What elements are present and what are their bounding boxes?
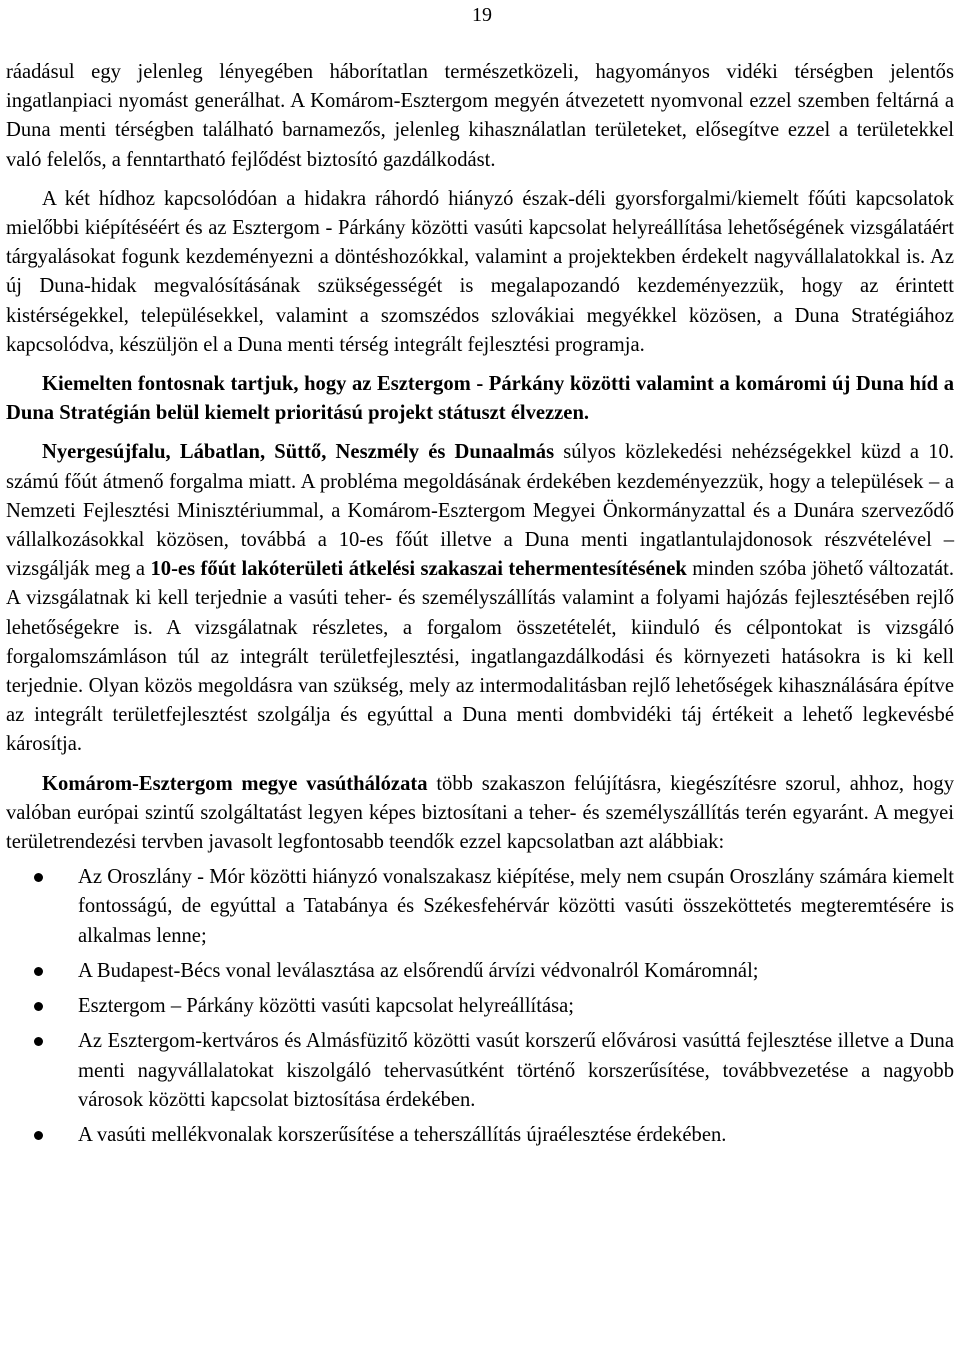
list-item-text: A vasúti mellékvonalak korszerűsítése a teherszállítás újraélesztése érdekében. (78, 1123, 727, 1146)
paragraph-1: ráadásul egy jelenleg lényegében háborítatlan természetközeli, hagyományos vidéki térségben jelentős ingatlanpiaci nyomást generálhat. A Komárom-Esztergom megyén átvezetett nyomvonal ezzel szemben feltárná a Duna menti térségben található barnamezős, jelenleg kihasználatlan területeket, elősegítve ezzel a területekkel való felelős, a fenntartható fejlődést biztosító gazdálkodást. (6, 61, 954, 171)
list-item (6, 992, 954, 1021)
list-item (6, 863, 954, 951)
paragraph-4-text-b: minden szóba jöhető változatát. A vizsgálatnak ki kell terjednie a vasúti teher- és személyszállítás valamint a folyami hajózás fejlesztésében rejlő lehetőségekre is. A vizsgálatnak részletes, a forgalom összetételét, kiinduló és célpontokat is vizsgáló forgalomszámláson túl az integrált területfejlesztési, ingatlangazdálkodási és környezeti hatásokra is ki kell terjednie. Olyan közös megoldásra van szükség, mely az intermodalitásban rejlő lehetőségek kihasználására építve az integrált területfejlesztést szolgálja és egyúttal a Duna menti dombvidéki táj értékeit a lehető legkevésbé károsítja. (6, 558, 954, 756)
list-item-text: A Budapest-Bécs vonal leválasztása az elsőrendű árvízi védvonalról Komáromnál; (78, 959, 759, 982)
document-body (6, 58, 954, 1150)
railway-tasks-list (6, 863, 954, 1150)
list-item (6, 1027, 954, 1115)
paragraph-4-text-a: súlyos közlekedési nehézségekkel küzd a 10. számú főút átmenő forgalma miatt. A probléma megoldásának érdekében kezdeményezzük, hogy a települések – a Nemzeti Fejlesztési Minisztériummal, a Komárom-Esztergom Megyei Önkormányzattal és a Dunára szerveződő vállalkozásokkal közösen, továbbá a 10-es főút illetve a Duna menti ingatlantulajdonosok részvételével – vizsgálják meg a (6, 441, 954, 581)
bullet-icon (34, 1037, 43, 1046)
bullet-icon (34, 967, 43, 976)
list-item (6, 957, 954, 986)
page-number: 19 (472, 4, 492, 26)
road-10-relief: 10-es főút lakóterületi átkelési szakaszai tehermentesítésének (150, 558, 687, 581)
paragraph-5-text: több szakaszon felújításra, kiegészítésre szorul, ahhoz, hogy valóban európai szintű szolgáltatást legyen képes biztosítani a teher- és személyszállítás terén egyaránt. A megyei területrendezési tervben javasolt legfontosabb teendők ezzel kapcsolatban azt alábbiak: (6, 772, 954, 854)
paragraph-2: A két hídhoz kapcsolódóan a hidakra ráhordó hiányzó észak-déli gyorsforgalmi/kiemelt főúti kapcsolatok mielőbbi kiépítéséért és az Esztergom - Párkány közötti vasúti kapcsolat helyreállítása lehetőségének vizsgálatáért tárgyalásokat fogunk kezdeményezni a döntéshozókkal, valamint a projektekben érdekelt nagyvállalatokkal is. Az új Duna-hidak megvalósításának szükségességét is megalapozandó kezdeményezzük, hogy az érintett kistérségekkel, településekkel, valamint a szomszédos szlovákiai megyékkel közösen, a Duna Stratégiához kapcsolódva, készüljön el a Duna menti térség integrált fejlesztési programja. (6, 187, 954, 356)
paragraph-4 (6, 438, 954, 759)
paragraph-3-emphasis: Kiemelten fontosnak tartjuk, hogy az Esztergom - Párkány közötti valamint a komáromi új Duna híd a Duna Stratégián belül kiemelt prioritású projekt státuszt élvezzen. (6, 373, 954, 425)
paragraph-5 (6, 770, 954, 858)
list-item (6, 1121, 954, 1150)
settlements-list: Nyergesújfalu, Lábatlan, Süttő, Neszmély és Dunaalmás (42, 441, 555, 464)
railway-network-heading: Komárom-Esztergom megye vasúthálózata (42, 772, 428, 795)
bullet-icon (34, 1002, 43, 1011)
bullet-icon (34, 873, 43, 882)
list-item-text: Az Esztergom-kertváros és Almásfüzitő közötti vasút korszerű elővárosi vasúttá fejlesztése illetve a Duna menti nagyvállalatokat kiszolgáló tehervasútként történő korszerűsítése, továbbvezetése a nagyobb városok közötti kapcsolat biztosítása érdekében. (78, 1030, 954, 1111)
list-item-text: Esztergom – Párkány közötti vasúti kapcsolat helyreállítása; (78, 995, 575, 1018)
bullet-icon (34, 1131, 43, 1140)
list-item-text: Az Oroszlány - Mór közötti hiányzó vonalszakasz kiépítése, mely nem csupán Oroszlány számára kiemelt fontosságú, de egyúttal a Tatabánya és Székesfehérvár közötti vasúti összeköttetés megteremtésére is alkalmas lenne; (78, 866, 954, 947)
